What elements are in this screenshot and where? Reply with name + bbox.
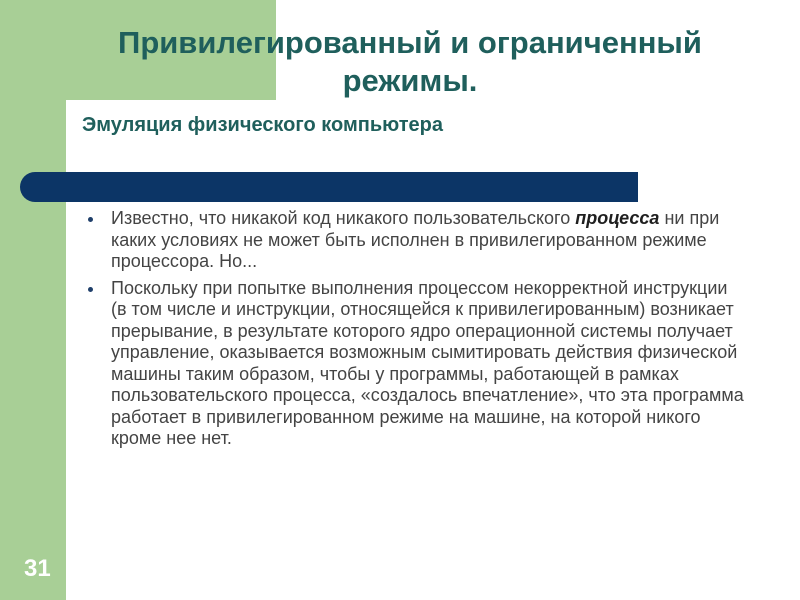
- bullet-dot-icon: [88, 287, 93, 292]
- bullet-dot-icon: [88, 217, 93, 222]
- bullet-item-1: [88, 208, 748, 273]
- slide-number: 31: [24, 555, 51, 582]
- bullet-list: [88, 208, 748, 455]
- slide-title-line2: режимы.: [342, 63, 478, 98]
- slide-title: [60, 24, 760, 100]
- divider-bar: [20, 172, 638, 202]
- bullet-1-text-start: Известно, что никакой код никакого пользовательского: [111, 208, 576, 228]
- bullet-item-2: [88, 278, 748, 450]
- bullet-1-emphasis: процесса: [575, 208, 660, 228]
- bullet-2-text: Поскольку при попытке выполнения процессом некорректной инструкции (в том числе и инструкции, относящейся к привилегированным) возникает прерывание, в результате которого ядро операционной системы получает управление, оказывается возможным сымитировать действия физической машины таким образом, чтобы у программы, работающей в рамках пользовательского процесса, «создалось впечатление», что эта программа работает в привилегированном режиме на машине, на которой никого кроме нее нет.: [111, 277, 744, 448]
- bullet-1-text-end: ни при каких условиях не может быть исполнен в привилегированном режиме процессора. Но...: [111, 208, 720, 271]
- slide-title-line1: Привилегированный и ограниченный: [118, 25, 702, 60]
- slide-subtitle: Эмуляция физического компьютера: [82, 114, 443, 136]
